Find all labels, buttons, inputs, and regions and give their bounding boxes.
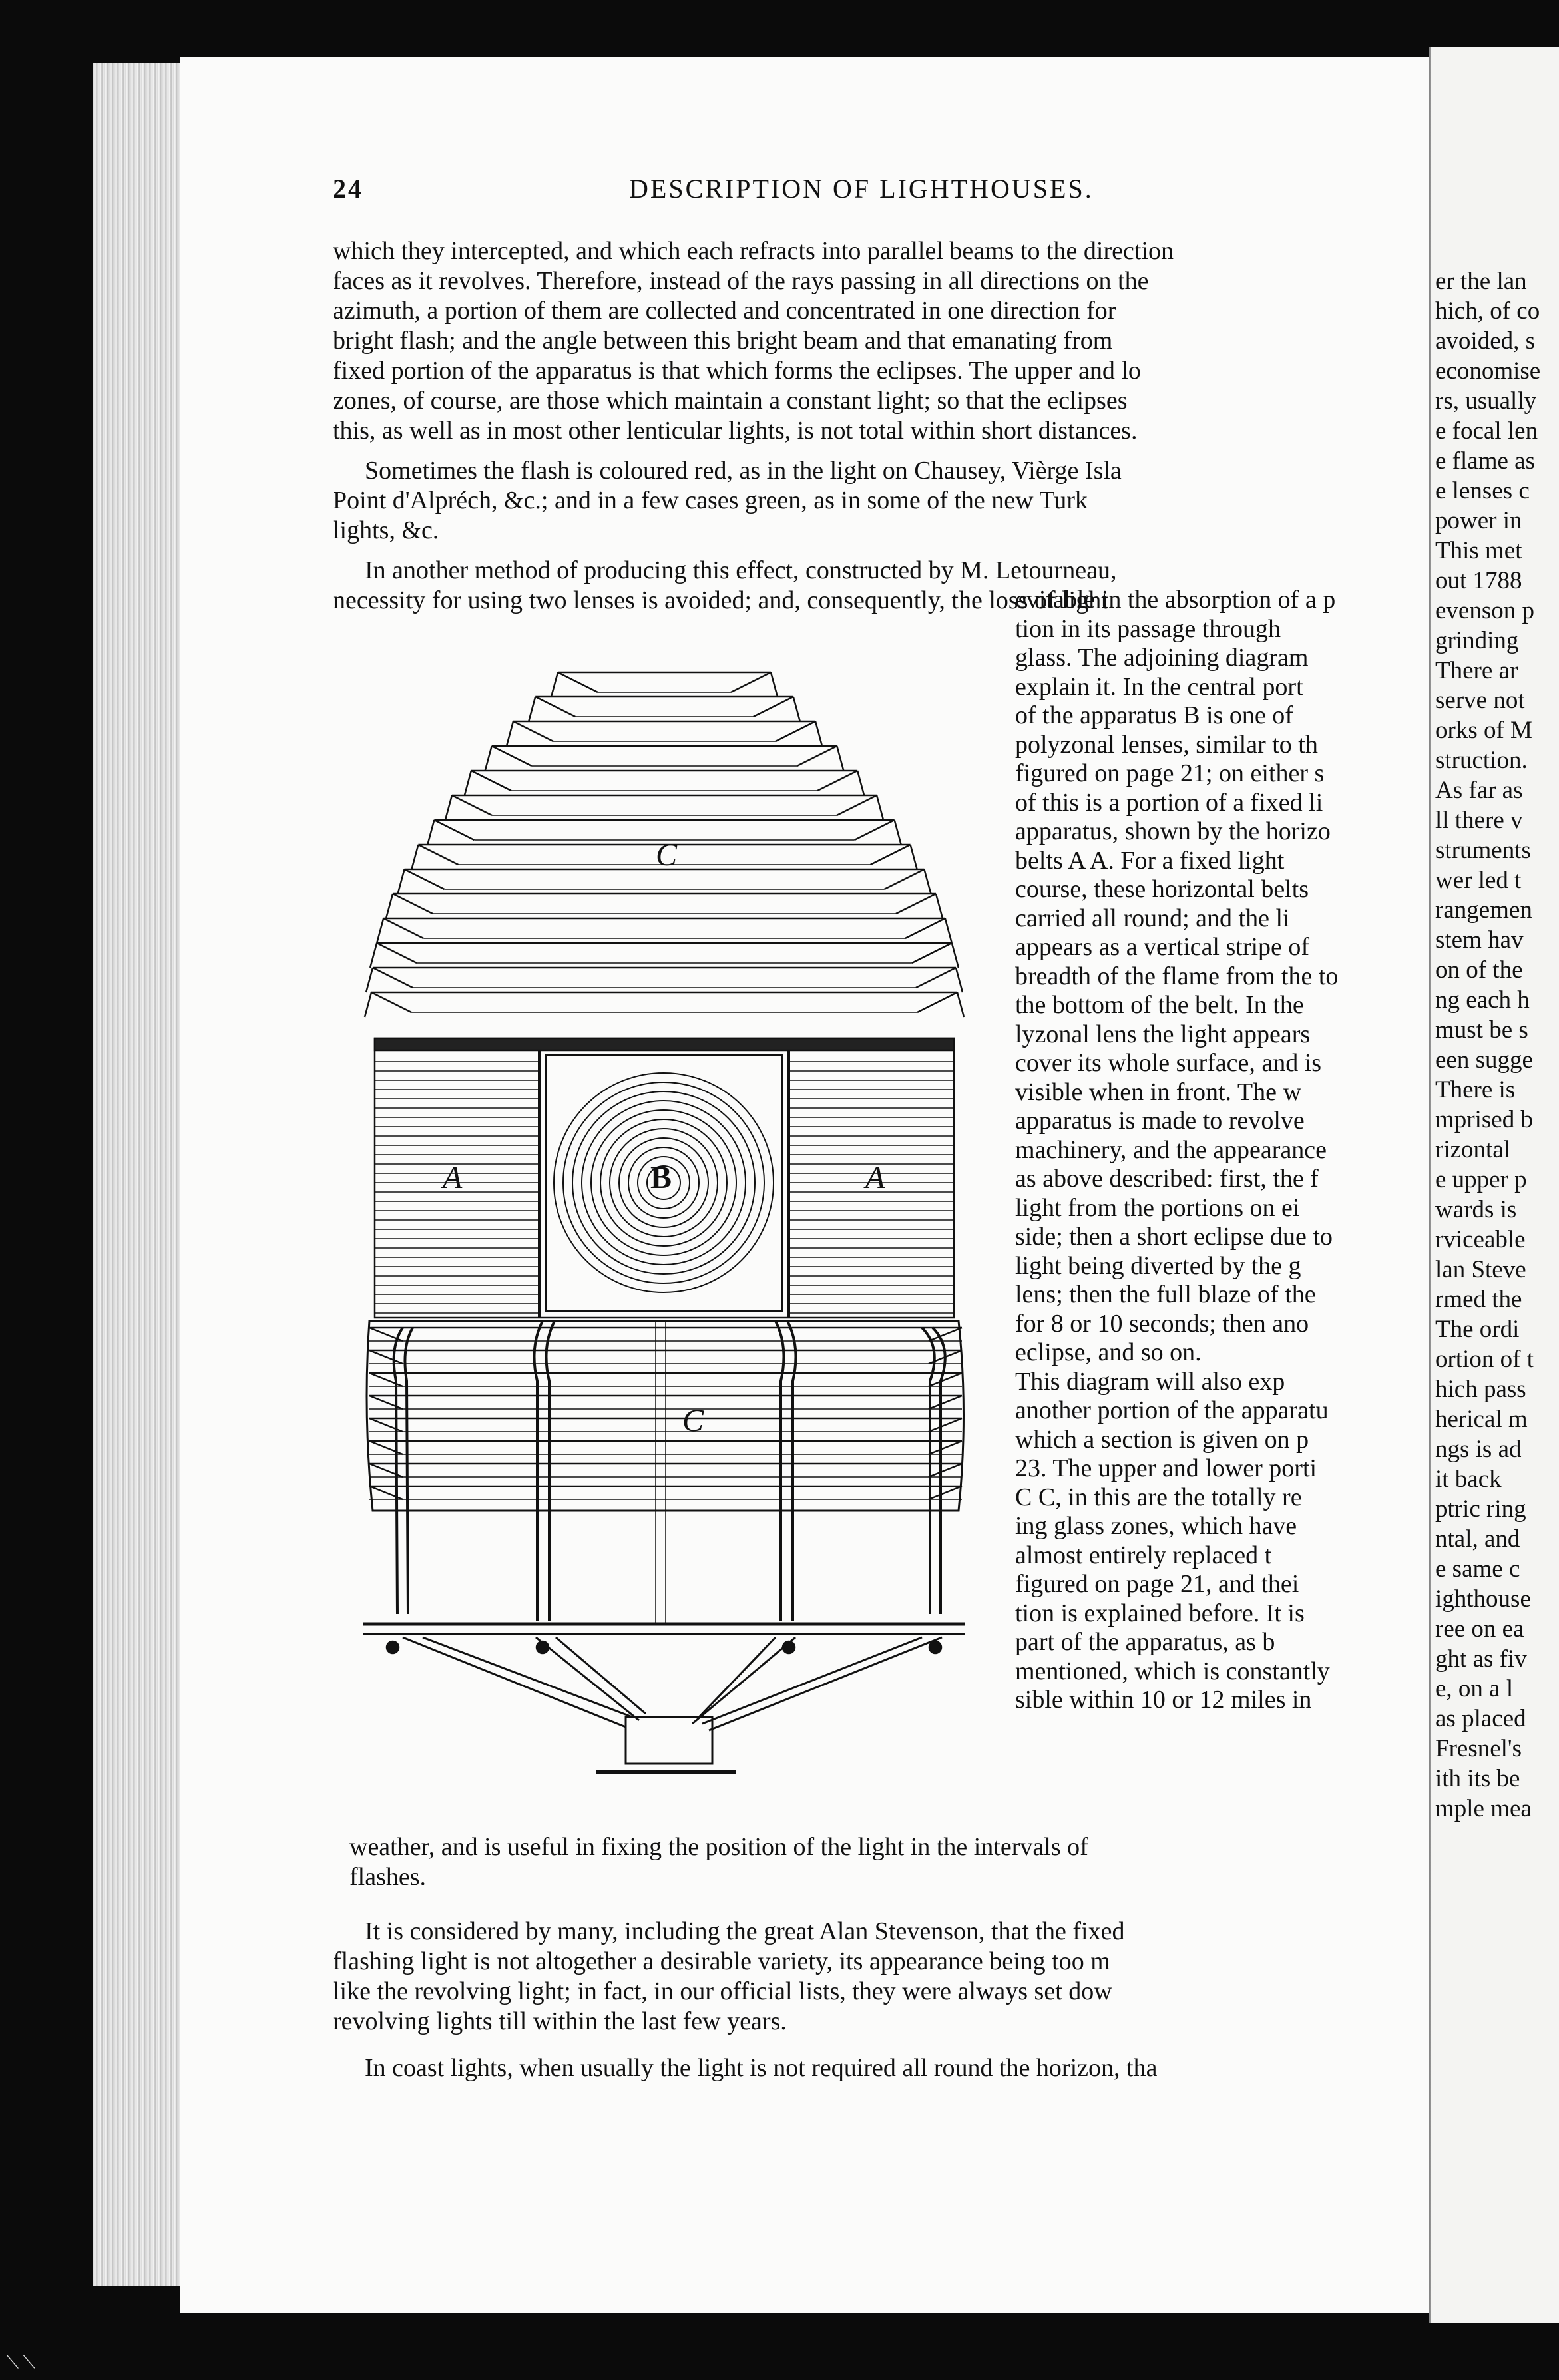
- text-line: evitable in the absorption of a p: [1015, 586, 1336, 614]
- prism-outer: [924, 869, 931, 894]
- text-line: Fresnel's: [1435, 1735, 1522, 1762]
- text-line: fixed portion of the apparatus is that which forms the eclipses. The upper and lo: [333, 357, 1141, 385]
- prism-outer: [427, 820, 434, 845]
- prism-outer: [957, 992, 964, 1017]
- text-line: ree on ea: [1435, 1615, 1524, 1643]
- prism-outer: [386, 894, 393, 918]
- text-line: ighthouse: [1435, 1585, 1531, 1613]
- text-line: struction.: [1435, 747, 1528, 774]
- prism-outer: [815, 721, 822, 746]
- text-line: There ar: [1435, 657, 1518, 684]
- text-line: part of the apparatus, as b: [1015, 1628, 1275, 1656]
- text-line: hich, of co: [1435, 298, 1540, 325]
- prism-edge: [896, 894, 936, 914]
- text-line: avoided, s: [1435, 327, 1536, 355]
- text-line: ortion of t: [1435, 1346, 1534, 1373]
- text-line: lan Steve: [1435, 1256, 1526, 1283]
- text-line: rviceable: [1435, 1226, 1526, 1253]
- text-line: course, these horizontal belts: [1015, 875, 1309, 903]
- prism-edge: [471, 771, 511, 791]
- text-line: weather, and is useful in fixing the position of the light in the intervals of: [349, 1833, 1088, 1861]
- text-line: which they intercepted, and which each refracts into parallel beams to the direction: [333, 237, 1174, 265]
- text-line: for 8 or 10 seconds; then ano: [1015, 1309, 1309, 1338]
- prism-edge: [405, 869, 445, 889]
- text-line: lens; then the full blaze of the: [1015, 1281, 1316, 1308]
- prism-outer: [945, 918, 952, 943]
- text-line: herical m: [1435, 1406, 1528, 1433]
- text-line: out 1788: [1435, 567, 1522, 594]
- paragraph-after-figure: [349, 1832, 1435, 1892]
- text-line: azimuth, a portion of them are collected and concentrated in one direction for: [333, 297, 1116, 325]
- text-line: e lenses c: [1435, 477, 1530, 504]
- text-line: In coast lights, when usually the light is not required all round the horizon, tha: [365, 2054, 1158, 2082]
- prism-outer: [911, 845, 917, 869]
- prism-outer: [837, 746, 843, 771]
- text-line: mentioned, which is constantly: [1015, 1657, 1330, 1685]
- text-line: as placed: [1435, 1705, 1526, 1732]
- text-line: figured on page 21; on either s: [1015, 759, 1325, 787]
- text-line: tion is explained before. It is: [1015, 1599, 1305, 1627]
- page-number: 24: [333, 174, 363, 204]
- text-line: ght as fiv: [1435, 1645, 1527, 1673]
- prism-outer: [507, 721, 513, 746]
- text-line: mple mea: [1435, 1795, 1532, 1822]
- text-line: Point d'Alpréch, &c.; and in a few cases green, as in some of the new Turk: [333, 487, 1088, 514]
- text-line: breadth of the flame from the to: [1015, 962, 1339, 990]
- text-line: carried all round; and the li: [1015, 904, 1290, 932]
- text-line: e same c: [1435, 1555, 1520, 1583]
- text-line: like the revolving light; in fact, in our official lists, they were always set dow: [333, 1977, 1112, 2005]
- text-line: mprised b: [1435, 1106, 1533, 1133]
- text-line: figured on page 21, and thei: [1015, 1570, 1299, 1598]
- text-line: orks of M: [1435, 717, 1532, 744]
- prism-outer: [551, 672, 558, 697]
- prism-edge: [535, 697, 575, 717]
- text-line: necessity for using two lenses is avoided; and, consequently, the loss of light: [333, 586, 1108, 614]
- text-line: rs, usually: [1435, 387, 1537, 415]
- prism-edge: [754, 697, 793, 717]
- lower-prism-edge: [369, 1418, 403, 1432]
- text-line: cover its whole surface, and is: [1015, 1049, 1322, 1077]
- prism-outer: [411, 845, 418, 869]
- text-line: side; then a short eclipse due to: [1015, 1223, 1333, 1251]
- text-line: explain it. In the central port: [1015, 672, 1303, 701]
- prism-edge: [884, 869, 924, 889]
- prism-outer: [398, 869, 405, 894]
- prism-edge: [776, 721, 815, 741]
- prism-edge: [912, 943, 952, 963]
- prism-outer: [366, 968, 373, 992]
- text-line: must be s: [1435, 1016, 1528, 1044]
- text-line: lyzonal lens the light appears: [1015, 1020, 1311, 1048]
- text-line: ntal, and: [1435, 1525, 1520, 1553]
- prism-edge: [452, 795, 492, 815]
- text-line: rangemen: [1435, 896, 1532, 924]
- text-line: revolving lights till within the last few years.: [333, 2007, 787, 2035]
- prism-edge: [837, 795, 877, 815]
- text-line: ll there v: [1435, 807, 1523, 834]
- text-line: 23. The upper and lower porti: [1015, 1454, 1317, 1482]
- label-c-upper: C: [656, 837, 678, 873]
- prism-edge: [513, 721, 553, 741]
- label-a-left: A: [443, 1160, 463, 1195]
- text-line: ing glass zones, which have: [1015, 1512, 1297, 1540]
- text-line: As far as: [1435, 777, 1523, 804]
- prism-edge: [434, 820, 474, 840]
- label-c-lower: C: [682, 1403, 704, 1438]
- prism-edge: [371, 992, 411, 1012]
- running-header: [333, 173, 1438, 213]
- text-line: power in: [1435, 507, 1522, 534]
- lower-prism-edge: [929, 1441, 962, 1454]
- prism-edge: [492, 746, 532, 766]
- prism-outer: [529, 697, 535, 721]
- text-line: lights, &c.: [333, 516, 439, 544]
- text-line: wer led t: [1435, 867, 1522, 894]
- text-line: e flame as: [1435, 447, 1535, 475]
- text-line: the bottom of the belt. In the: [1015, 991, 1304, 1019]
- label-a-right: A: [865, 1160, 885, 1195]
- text-line: There is: [1435, 1076, 1516, 1103]
- text-line: eclipse, and so on.: [1015, 1338, 1202, 1366]
- text-line: machinery, and the appearance: [1015, 1135, 1327, 1164]
- text-line: polyzonal lenses, similar to th: [1015, 730, 1318, 759]
- text-line: this, as well as in most other lenticular lights, is not total within short distances.: [333, 417, 1138, 445]
- lower-prism-zones: [367, 1321, 964, 1624]
- prism-outer: [857, 771, 864, 795]
- prism-edge: [905, 918, 945, 938]
- page-title: DESCRIPTION OF LIGHTHOUSES.: [629, 174, 1094, 204]
- text-line: of this is a portion of a fixed li: [1015, 788, 1323, 817]
- text-line: appears as a vertical stripe of: [1015, 933, 1310, 961]
- text-line: apparatus, shown by the horizo: [1015, 817, 1331, 845]
- text-line: ith its be: [1435, 1765, 1520, 1792]
- prism-outer: [465, 771, 471, 795]
- text-line: ng each h: [1435, 986, 1530, 1014]
- text-line: another portion of the apparatu: [1015, 1396, 1329, 1424]
- prism-edge: [731, 672, 771, 692]
- text-line: of the apparatus B is one of: [1015, 701, 1293, 729]
- prism-edge: [418, 845, 458, 865]
- prism-edge: [797, 746, 837, 766]
- prism-edge: [917, 992, 957, 1012]
- text-line: light from the portions on ei: [1015, 1193, 1300, 1222]
- text-line: bright flash; and the angle between this bright beam and that emanating from: [333, 327, 1113, 355]
- text-line: faces as it revolves. Therefore, instead of the rays passing in all directions on the: [333, 267, 1149, 295]
- paragraph-top: [333, 236, 1435, 446]
- prism-outer: [793, 697, 800, 721]
- prism-edge: [855, 820, 895, 840]
- scan-corner-mark: ⟍ ⟍: [7, 2353, 35, 2372]
- paragraph-coast-lights: [333, 2053, 1435, 2083]
- text-line: wards is: [1435, 1196, 1517, 1223]
- text-line: flashing light is not altogether a desirable variety, its appearance being too m: [333, 1947, 1110, 1975]
- prism-edge: [393, 894, 433, 914]
- text-line: rizontal: [1435, 1136, 1511, 1163]
- text-line: Sometimes the flash is coloured red, as in the light on Chausey, Vièrge Isla: [365, 457, 1122, 485]
- text-line: as above described: first, the f: [1015, 1165, 1319, 1193]
- prism-edge: [383, 918, 423, 938]
- right-column-text: [1015, 586, 1441, 1715]
- lens-apparatus-figure: [363, 662, 975, 1797]
- text-line: grinding: [1435, 627, 1519, 654]
- lower-prism-edge: [929, 1418, 962, 1432]
- text-line: belts A A. For a fixed light: [1015, 846, 1285, 875]
- prism-edge: [817, 771, 857, 791]
- text-line: It is considered by many, including the great Alan Stevenson, that the fixed: [365, 1917, 1125, 1945]
- text-line: C C, in this are the totally re: [1015, 1483, 1302, 1511]
- text-line: er the lan: [1435, 268, 1527, 295]
- prism-edge: [916, 968, 956, 988]
- text-line: sible within 10 or 12 miles in: [1015, 1686, 1312, 1714]
- text-line: almost entirely replaced t: [1015, 1541, 1272, 1569]
- text-line: e focal len: [1435, 417, 1538, 445]
- lower-prism-edge: [369, 1373, 403, 1386]
- lower-prism-edge: [929, 1486, 962, 1499]
- text-line: rmed the: [1435, 1286, 1522, 1313]
- text-line: This diagram will also exp: [1015, 1367, 1285, 1396]
- prism-edge: [871, 845, 911, 865]
- text-line: hich pass: [1435, 1376, 1526, 1403]
- text-line: evenson p: [1435, 597, 1534, 624]
- text-line: The ordi: [1435, 1316, 1520, 1343]
- prism-outer: [445, 795, 452, 820]
- text-line: glass. The adjoining diagram: [1015, 644, 1309, 672]
- prism-outer: [370, 943, 377, 968]
- prism-edge: [558, 672, 598, 692]
- lower-prism-edge: [929, 1373, 962, 1386]
- prism-outer: [485, 746, 492, 771]
- text-line: serve not: [1435, 687, 1525, 714]
- label-b-center: B: [650, 1160, 672, 1195]
- text-line: which a section is given on p: [1015, 1425, 1309, 1454]
- paragraph-coloured-flash: [333, 456, 1435, 546]
- text-line: struments: [1435, 837, 1531, 864]
- prism-outer: [952, 943, 959, 968]
- lower-prism-edge: [929, 1396, 962, 1409]
- text-line: ptric ring: [1435, 1495, 1526, 1523]
- prism-outer: [956, 968, 963, 992]
- prism-outer: [771, 672, 778, 697]
- text-line: This met: [1435, 537, 1522, 564]
- text-line: e, on a l: [1435, 1675, 1514, 1702]
- text-line: economise: [1435, 357, 1541, 385]
- prism-edge: [373, 968, 413, 988]
- text-line: stem hav: [1435, 926, 1524, 954]
- lower-prism-edge: [929, 1464, 962, 1477]
- text-line: on of the: [1435, 956, 1523, 984]
- prism-outer: [936, 894, 943, 918]
- prism-outer: [877, 795, 883, 820]
- prism-outer: [377, 918, 383, 943]
- page-stack-edge: [93, 63, 186, 2286]
- prism-outer: [365, 992, 371, 1017]
- text-line: tion in its passage through: [1015, 614, 1281, 643]
- prism-edge: [377, 943, 417, 963]
- text-line: flashes.: [349, 1863, 427, 1891]
- text-line: ngs is ad: [1435, 1436, 1522, 1463]
- text-line: light being diverted by the g: [1015, 1251, 1301, 1280]
- text-line: it back: [1435, 1466, 1502, 1493]
- adjacent-page-fragment: [1431, 47, 1559, 2323]
- text-line: apparatus is made to revolve: [1015, 1107, 1305, 1135]
- text-line: zones, of course, are those which maintain a constant light; so that the eclipses: [333, 387, 1128, 415]
- paragraph-stevenson: [333, 1917, 1435, 2037]
- lower-prism-edge: [369, 1396, 403, 1409]
- lower-prism-edge: [369, 1350, 403, 1364]
- text-line: e upper p: [1435, 1166, 1527, 1193]
- prism-outer: [895, 820, 901, 845]
- text-line: In another method of producing this effect, constructed by M. Letourneau,: [365, 556, 1117, 584]
- text-line: visible when in front. The w: [1015, 1078, 1301, 1106]
- text-line: een sugge: [1435, 1046, 1533, 1074]
